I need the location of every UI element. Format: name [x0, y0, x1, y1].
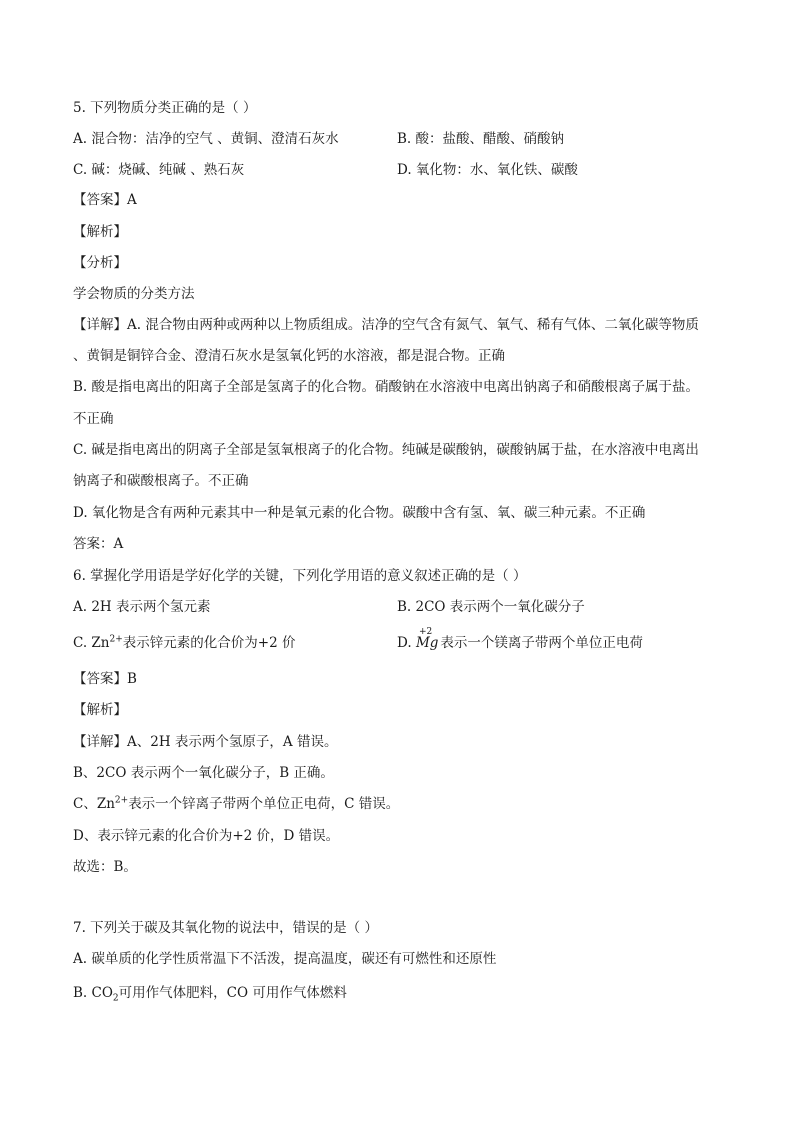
q6-detail-superscript: 2+: [114, 795, 129, 806]
q5-detail-line: 钠离子和碳酸根离子。不正确: [73, 473, 249, 489]
q6-option-d-text: 表示一个镁离子带两个单位正电荷: [440, 635, 643, 651]
q5-analysis-label: 【解析】: [73, 224, 127, 240]
q7-option-b-subscript: 2: [112, 993, 119, 1004]
q5-option-a: A. 混合物：洁净的空气 、黄铜、澄清石灰水: [73, 131, 339, 147]
q5-detail-line: 【详解】A. 混合物由两种或两种以上物质组成。洁净的空气含有氮气、氧气、稀有气体、二氧化碳等物质: [73, 317, 699, 333]
magnesium-valence-symbol: [415, 627, 439, 653]
valence-charge: +2: [418, 627, 433, 637]
q6-option-d: [397, 627, 643, 653]
q5-option-b: B. 酸：盐酸、醋酸、硝酸钠: [397, 131, 565, 147]
q7-option-b-text: 可用作气体肥料，CO 可用作气体燃料: [118, 985, 347, 1001]
q7-option-a: A. 碳单质的化学性质常温下不活泼，提高温度，碳还有可燃性和还原性: [73, 951, 497, 967]
q5-option-c: C. 碱：烧碱、纯碱 、熟石灰: [73, 162, 245, 178]
q7-option-b: [73, 983, 347, 1003]
q5-detail-line: C. 碱是指电离出的阴离子全部是氢氧根离子的化合物。纯碱是碳酸钠，碳酸钠属于盐，在水溶液中电离出: [73, 442, 699, 458]
q6-option-c-superscript: 2+: [109, 634, 123, 645]
q6-detail-prefix: C、Zn: [73, 796, 115, 812]
q6-option-a: A. 2H 表示两个氢元素: [73, 599, 211, 615]
q6-answer: 【答案】B: [73, 671, 137, 687]
q5-fenxi-label: 【分析】: [73, 255, 127, 271]
q5-detail-line: 不正确: [73, 411, 114, 427]
q6-detail-line: B、2CO 表示两个一氧化碳分子，B 正确。: [73, 765, 334, 781]
q5-answer: 【答案】A: [73, 192, 137, 208]
q6-stem: 6. 掌握化学用语是学好化学的关键，下列化学用语的意义叙述正确的是（ ）: [73, 568, 527, 584]
mg-symbol: Mg: [415, 635, 439, 651]
q6-detail-text: 表示一个锌离子带两个单位正电荷，C 错误。: [128, 796, 400, 812]
q6-detail-line: D、表示锌元素的化合价为+2 价，D 错误。: [73, 828, 340, 844]
q5-detail-line: 、黄铜是铜锌合金、澄清石灰水是氢氧化钙的水溶液，都是混合物。正确: [73, 348, 505, 364]
q5-final-answer: 答案：A: [73, 536, 124, 552]
q5-fenxi-text: 学会物质的分类方法: [73, 286, 195, 302]
q6-option-c: [73, 633, 296, 653]
q5-stem: 5. 下列物质分类正确的是（ ）: [73, 100, 257, 116]
q6-final-answer: 故选：B。: [73, 859, 137, 875]
q6-option-d-prefix: D.: [397, 635, 412, 651]
q6-option-c-text: 表示锌元素的化合价为+2 价: [122, 635, 296, 651]
q7-stem: 7. 下列关于碳及其氧化物的说法中，错误的是（ ）: [73, 920, 378, 936]
q5-detail-line: B. 酸是指电离出的阳离子全部是氢离子的化合物。硝酸钠在水溶液中电离出钠离子和硝酸根离子属于盐。: [73, 379, 700, 395]
q7-option-b-prefix: B. CO: [73, 985, 113, 1001]
q5-option-d: D. 氧化物：水、氧化铁、碳酸: [397, 162, 578, 178]
q6-detail-line: [73, 794, 399, 814]
q6-detail-line: 【详解】A、2H 表示两个氢原子，A 错误。: [73, 734, 338, 750]
q5-detail-line: D. 氧化物是含有两种元素其中一种是氧元素的化合物。碳酸中含有氢、氧、碳三种元素。不正确: [73, 505, 646, 521]
q6-option-c-prefix: C. Zn: [73, 635, 110, 651]
q6-analysis-label: 【解析】: [73, 702, 127, 718]
q6-option-b: B. 2CO 表示两个一氧化碳分子: [397, 599, 585, 615]
